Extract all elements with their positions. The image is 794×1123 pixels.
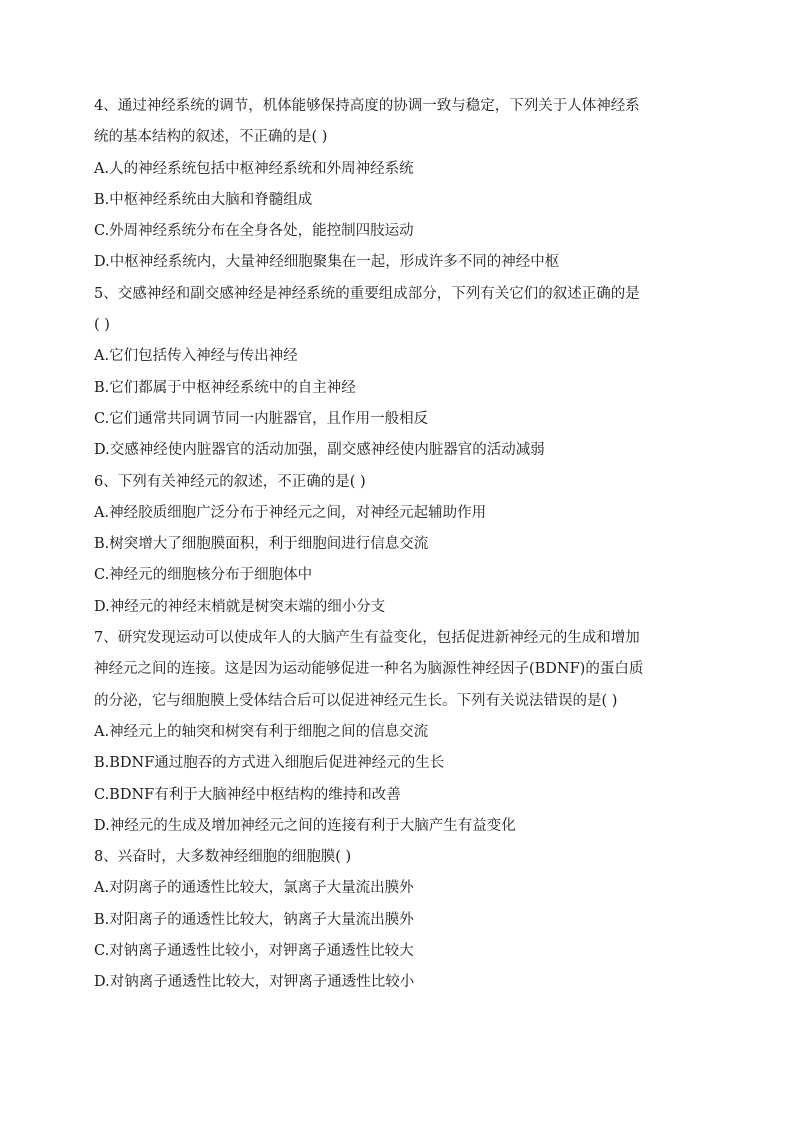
option-c: C.对钠离子通透性比较小，对钾离子通透性比较大 (94, 943, 414, 960)
option-b: B.它们都属于中枢神经系统中的自主神经 (94, 379, 356, 396)
stem-line: ( ) (94, 317, 110, 334)
question-8 (94, 842, 700, 998)
stem-line: 统的基本结构的叙述，不正确的是( ) (94, 129, 328, 146)
question-6 (94, 467, 700, 623)
option-c: C.外周神经系统分布在全身各处，能控制四肢运动 (94, 223, 414, 240)
stem-line: 5、交感神经和副交感神经是神经系统的重要组成部分，下列有关它们的叙述正确的是 (94, 285, 640, 302)
option-d: D.神经元的生成及增加神经元之间的连接有利于大脑产生有益变化 (94, 817, 516, 834)
question-5 (94, 279, 700, 467)
question-7 (94, 623, 700, 842)
option-d: D.神经元的神经末梢就是树突末端的细小分支 (94, 598, 386, 615)
option-b: B.中枢神经系统由大脑和脊髓组成 (94, 191, 313, 208)
question-stem (94, 279, 700, 342)
option-b: B.树突增大了细胞膜面积，利于细胞间进行信息交流 (94, 536, 429, 553)
option-d: D.对钠离子通透性比较大，对钾离子通透性比较小 (94, 974, 415, 991)
option-a: A.人的神经系统包括中枢神经系统和外周神经系统 (94, 160, 414, 177)
option-a: A.对阴离子的通透性比较大，氯离子大量流出膜外 (94, 880, 414, 897)
option-c: C.神经元的细胞核分布于细胞体中 (94, 567, 313, 584)
question-4 (94, 91, 700, 279)
question-stem (94, 467, 700, 498)
question-stem (94, 623, 700, 717)
stem-line: 6、下列有关神经元的叙述，不正确的是( ) (94, 473, 366, 490)
question-stem (94, 842, 700, 873)
stem-line: 7、研究发现运动可以使成年人的大脑产生有益变化，包括促进新神经元的生成和增加 (94, 630, 640, 647)
option-d: D.中枢神经系统内，大量神经细胞聚集在一起，形成许多不同的神经中枢 (94, 254, 560, 271)
option-a: A.神经元上的轴突和树突有利于细胞之间的信息交流 (94, 723, 429, 740)
option-a: A.它们包括传入神经与传出神经 (94, 348, 298, 365)
option-a: A.神经胶质细胞广泛分布于神经元之间，对神经元起辅助作用 (94, 504, 487, 521)
stem-line: 神经元之间的连接。这是因为运动能够促进一种名为脑源性神经因子(BDNF)的蛋白质 (94, 661, 644, 678)
option-b: B.对阳离子的通透性比较大，钠离子大量流出膜外 (94, 911, 414, 928)
question-list (94, 91, 700, 999)
stem-line: 的分泌，它与细胞膜上受体结合后可以促进神经元生长。下列有关说法错误的是( ) (94, 692, 618, 709)
stem-line: 8、兴奋时，大多数神经细胞的细胞膜( ) (94, 849, 352, 866)
question-stem (94, 91, 700, 154)
option-c: C.它们通常共同调节同一内脏器官，且作用一般相反 (94, 410, 429, 427)
option-b: B.BDNF通过胞吞的方式进入细胞后促进神经元的生长 (94, 755, 445, 772)
option-c: C.BDNF有利于大脑神经中枢结构的维持和改善 (94, 786, 401, 803)
option-d: D.交感神经使内脏器官的活动加强，副交感神经使内脏器官的活动减弱 (94, 442, 545, 459)
stem-line: 4、通过神经系统的调节，机体能够保持高度的协调一致与稳定，下列关于人体神经系 (94, 98, 640, 114)
